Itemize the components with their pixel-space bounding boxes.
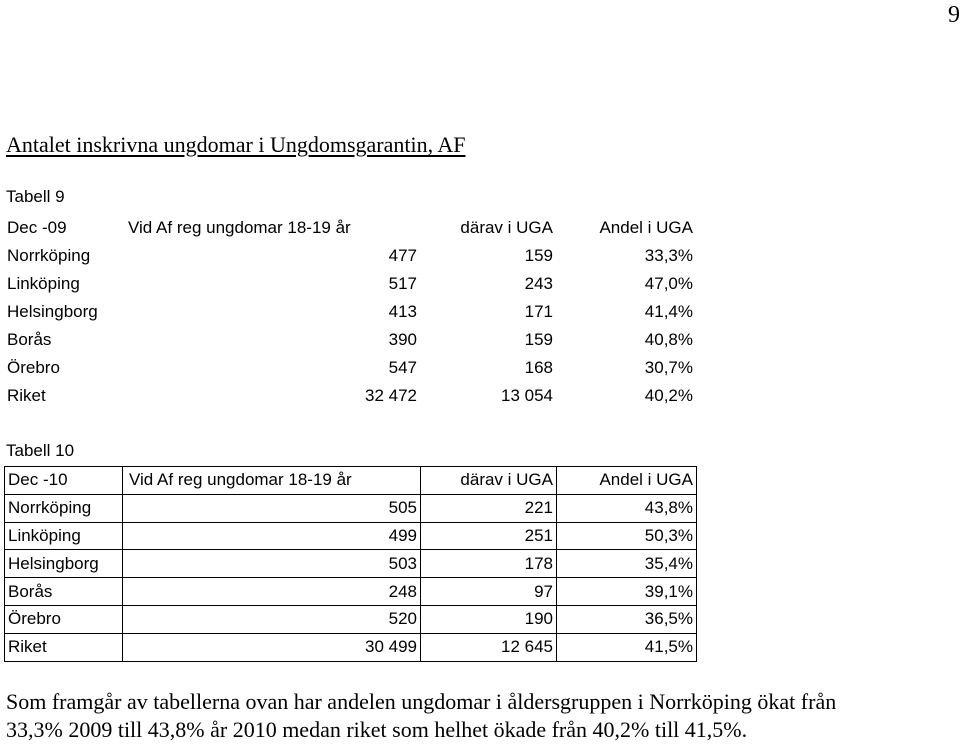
cell-municipality: Riket: [5, 633, 123, 661]
table-row: [5, 605, 697, 633]
cell-municipality: Borås: [7, 330, 52, 349]
cell-share: 40,8%: [644, 330, 693, 349]
cell-share: 47,0%: [644, 274, 693, 293]
cell-share: 33,3%: [644, 246, 693, 265]
cell-municipality: Norrköping: [5, 494, 123, 522]
header-cell-share: Andel i UGA: [557, 467, 697, 495]
table-row: [5, 633, 697, 661]
cell-share: 41,5%: [557, 633, 697, 661]
table-row: [5, 578, 697, 606]
cell-share: 35,4%: [557, 550, 697, 578]
cell-registered: 30 499: [123, 633, 421, 661]
cell-registered: 505: [123, 494, 421, 522]
summary-paragraph: [6, 688, 960, 744]
cell-municipality: Norrköping: [7, 246, 91, 265]
header-cell-period: Dec -09: [7, 218, 67, 237]
cell-municipality: Helsingborg: [5, 550, 123, 578]
table-row: [4, 270, 696, 298]
cell-in-uga: 13 054: [501, 386, 553, 405]
header-cell-in-uga: därav i UGA: [460, 218, 553, 237]
cell-share: 43,8%: [557, 494, 697, 522]
table-header-row: [4, 214, 696, 242]
header-cell-period: Dec -10: [5, 467, 123, 495]
header-cell-registered: Vid Af reg ungdomar 18-19 år: [128, 218, 351, 237]
table-row: [5, 494, 697, 522]
table-10: [4, 466, 697, 662]
cell-in-uga: 251: [421, 522, 557, 550]
header-cell-registered: Vid Af reg ungdomar 18-19 år: [123, 467, 421, 495]
table-10-label: Tabell 10: [6, 441, 75, 460]
cell-municipality: Helsingborg: [7, 302, 98, 321]
cell-share: 39,1%: [557, 578, 697, 606]
cell-municipality: Linköping: [5, 522, 123, 550]
cell-municipality: Örebro: [7, 358, 60, 377]
cell-in-uga: 97: [421, 578, 557, 606]
cell-registered: 520: [123, 605, 421, 633]
cell-municipality: Linköping: [7, 274, 80, 293]
cell-registered: 248: [123, 578, 421, 606]
cell-share: 50,3%: [557, 522, 697, 550]
cell-in-uga: 178: [421, 550, 557, 578]
table-9-label: Tabell 9: [6, 187, 65, 206]
table-row: [5, 550, 697, 578]
cell-registered: 413: [388, 302, 417, 321]
cell-share: 41,4%: [644, 302, 693, 321]
cell-registered: 547: [388, 358, 417, 377]
cell-share: 36,5%: [557, 605, 697, 633]
cell-in-uga: 221: [421, 494, 557, 522]
cell-in-uga: 168: [524, 358, 553, 377]
cell-municipality: Borås: [5, 578, 123, 606]
cell-registered: 32 472: [365, 386, 417, 405]
table-row: [5, 522, 697, 550]
cell-in-uga: 159: [524, 246, 553, 265]
document-heading: Antalet inskrivna ungdomar i Ungdomsgarantin, AF: [6, 132, 466, 157]
table-row: [4, 298, 696, 326]
cell-in-uga: 243: [524, 274, 553, 293]
cell-municipality: Örebro: [5, 605, 123, 633]
table-row: [4, 382, 696, 410]
cell-registered: 503: [123, 550, 421, 578]
summary-line-2: 33,3% 2009 till 43,8% år 2010 medan riket som helhet ökade från 40,2% till 41,5%.: [6, 717, 748, 742]
cell-in-uga: 171: [524, 302, 553, 321]
cell-registered: 517: [388, 274, 417, 293]
header-cell-share: Andel i UGA: [599, 218, 693, 237]
table-header-row: [5, 467, 697, 495]
table-row: [4, 242, 696, 270]
cell-in-uga: 159: [524, 330, 553, 349]
cell-municipality: Riket: [7, 386, 46, 405]
cell-registered: 477: [388, 246, 417, 265]
cell-share: 40,2%: [644, 386, 693, 405]
table-row: [4, 326, 696, 354]
summary-line-1: Som framgår av tabellerna ovan har andelen ungdomar i åldersgruppen i Norrköping ökat från: [6, 689, 837, 714]
table-9: [4, 214, 696, 410]
cell-registered: 499: [123, 522, 421, 550]
table-row: [4, 354, 696, 382]
cell-registered: 390: [388, 330, 417, 349]
header-cell-in-uga: därav i UGA: [421, 467, 557, 495]
cell-in-uga: 12 645: [421, 633, 557, 661]
cell-share: 30,7%: [644, 358, 693, 377]
page-number: 9: [948, 2, 960, 28]
cell-in-uga: 190: [421, 605, 557, 633]
